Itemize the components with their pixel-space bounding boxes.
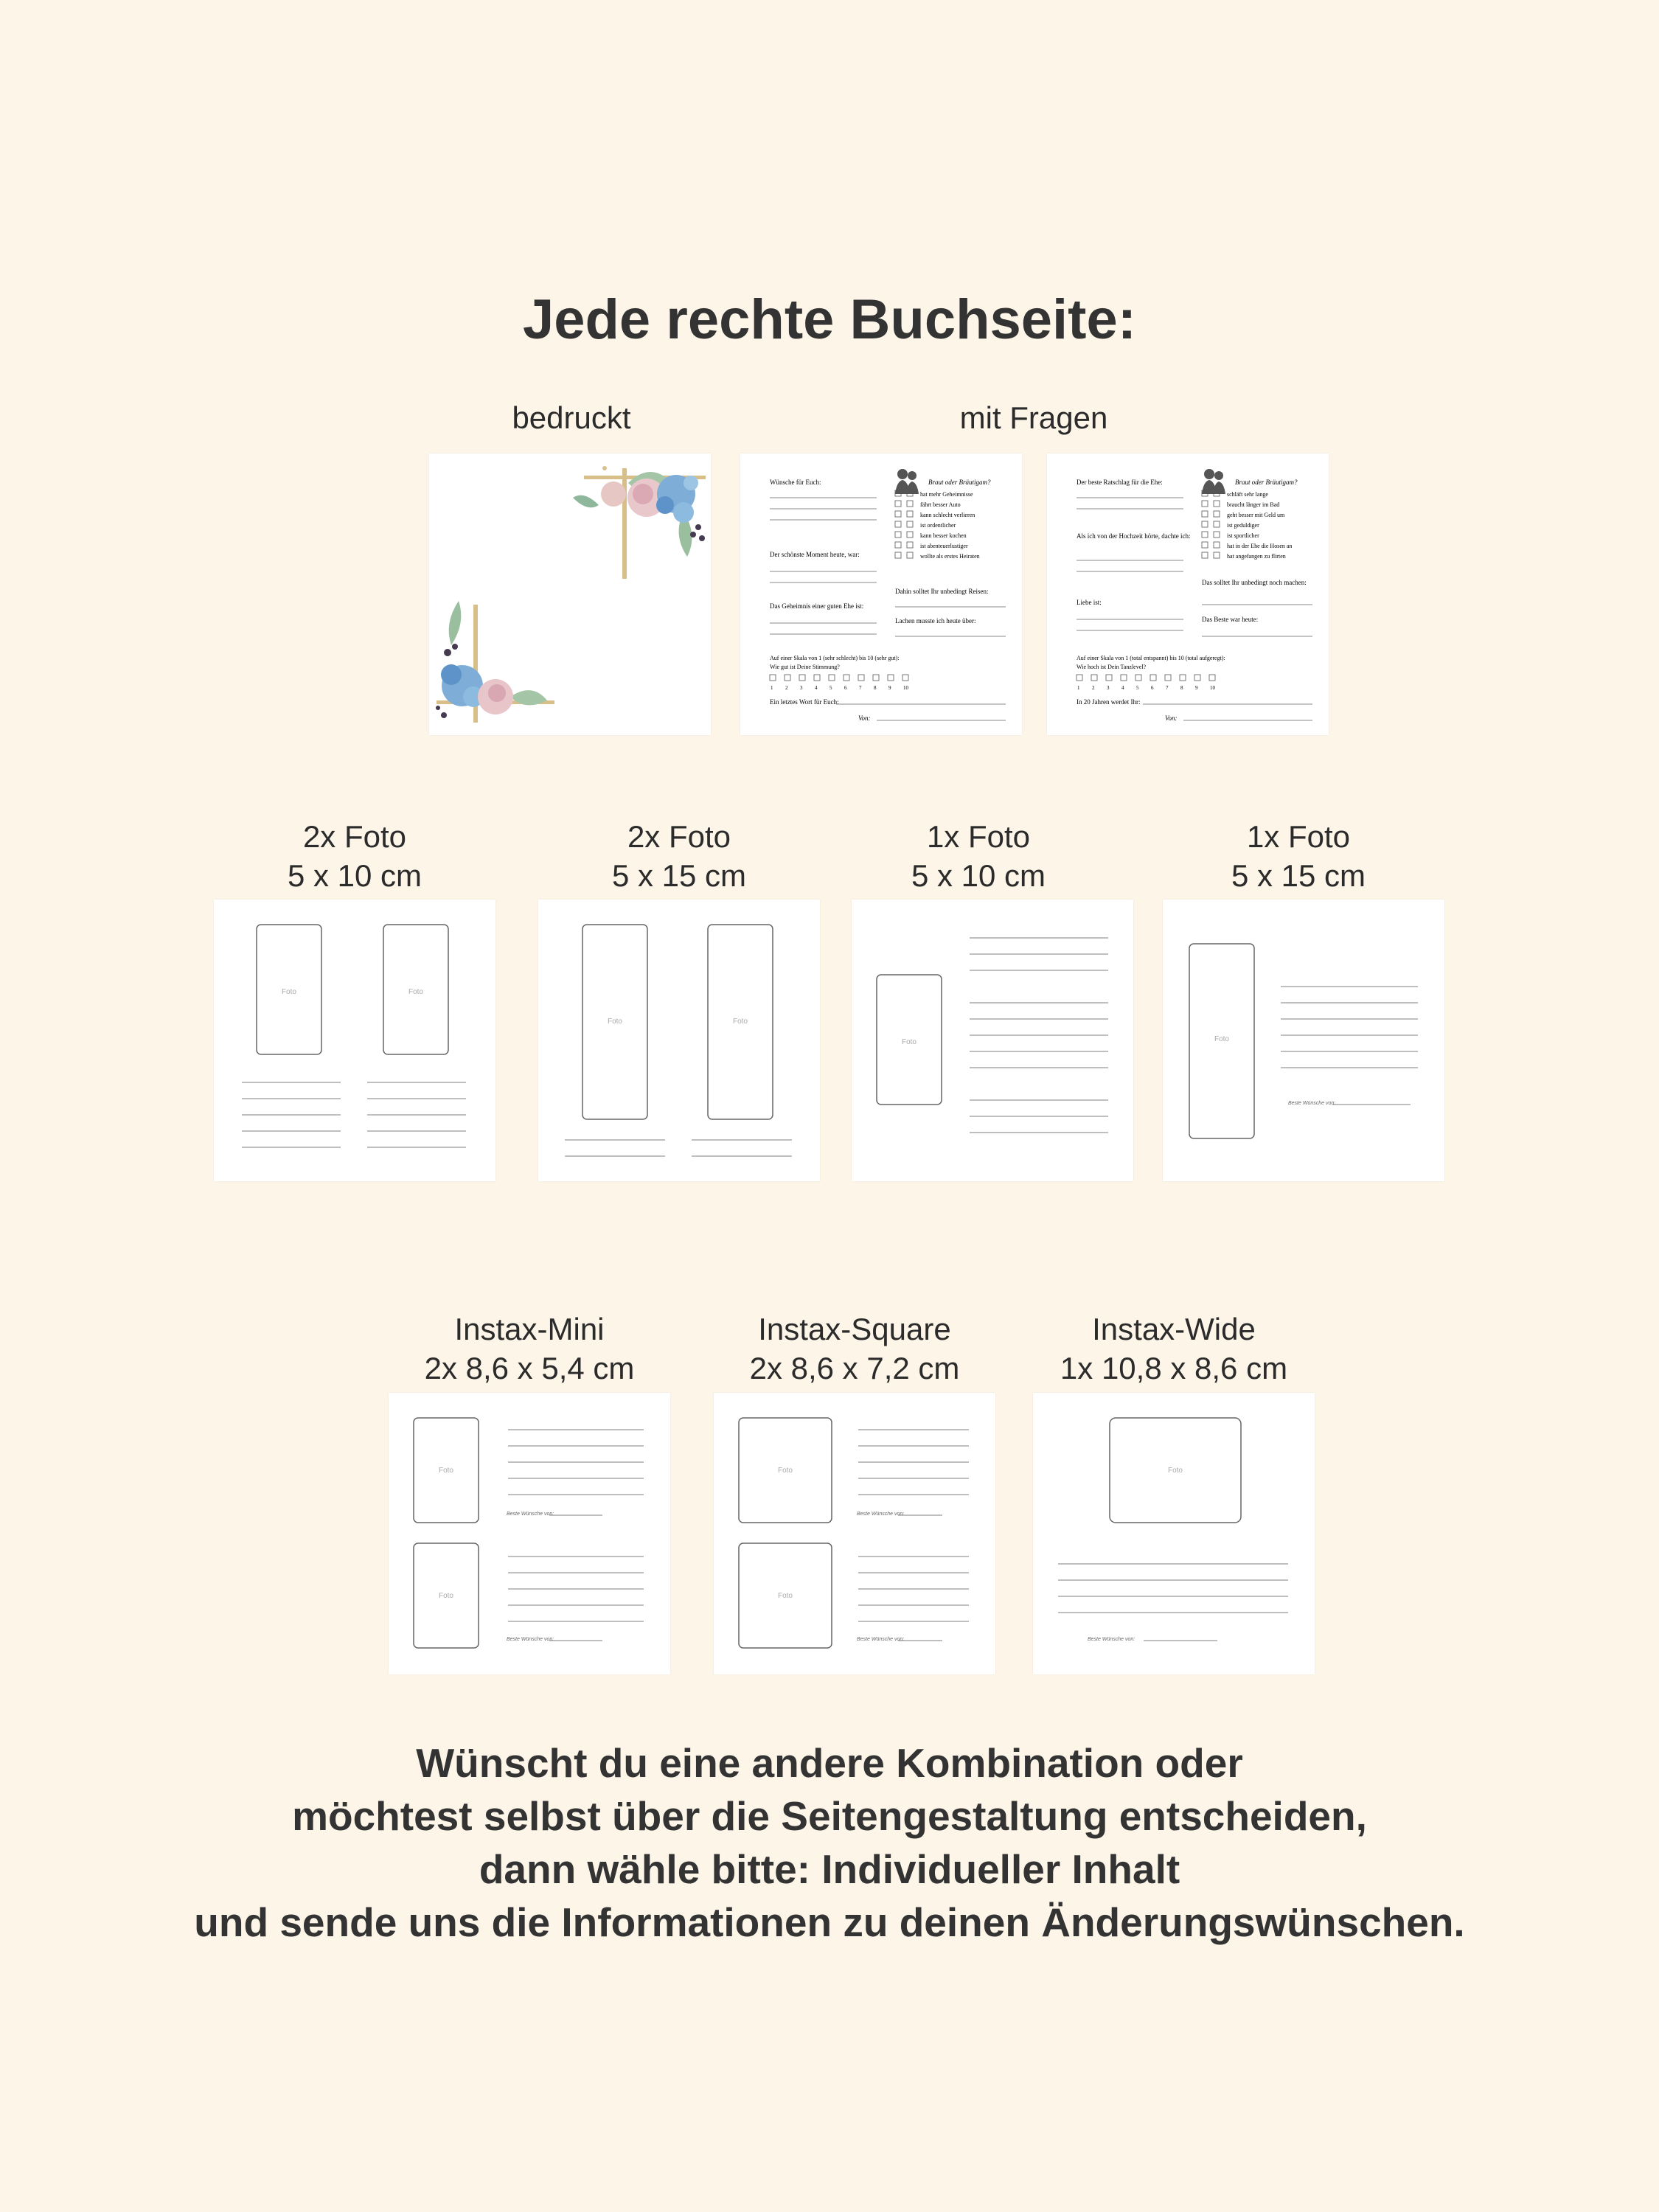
qp2-todo-label: Das solltet Ihr unbedingt noch machen:	[1202, 579, 1307, 586]
scale-number: 6	[844, 685, 847, 691]
question-page-1-content	[740, 453, 1022, 735]
writing-lines	[242, 1082, 466, 1147]
qp2-scale-question: Wie hoch ist Dein Tanzlevel?	[1077, 664, 1147, 670]
scale-number: 5	[1136, 685, 1139, 691]
qp1-scale-question: Wie gut ist Deine Stimmung?	[770, 664, 840, 670]
check-item-label: geht besser mit Geld um	[1227, 512, 1285, 518]
scale-number: 4	[815, 685, 818, 691]
scale-number: 1	[1077, 685, 1080, 691]
label-instax-square: Instax-Square 2x 8,6 x 7,2 cm	[749, 1312, 960, 1385]
scale-checkbox	[1121, 675, 1127, 681]
scale-checkbox	[770, 675, 776, 681]
photo-slot-label: Foto	[777, 1467, 793, 1475]
signature-label: Beste Wünsche von:	[507, 1637, 554, 1642]
photo-slot-label: Foto	[732, 1018, 748, 1026]
scale-number: 7	[1166, 685, 1169, 691]
checkbox-bride	[1202, 501, 1208, 507]
signature-label: Beste Wünsche von:	[857, 1512, 905, 1517]
checkbox-bride	[1202, 511, 1208, 517]
layout-2x-foto-5x10[interactable]	[214, 900, 495, 1181]
check-item-label: hat in der Ehe die Hosen an	[1227, 543, 1293, 549]
photo-slot-label: Foto	[438, 1592, 454, 1600]
scale-checkbox	[1194, 675, 1200, 681]
writing-lines	[508, 1430, 644, 1641]
check-item-label: kann besser kochen	[920, 532, 967, 539]
question-page-2-thumbnail[interactable]	[1047, 453, 1329, 735]
layout-instax-square[interactable]	[714, 1393, 995, 1674]
scale-checkbox	[1135, 675, 1141, 681]
layout-2x-foto-5x15[interactable]	[538, 900, 820, 1181]
writing-lines	[970, 938, 1108, 1133]
scale-number: 1	[771, 685, 773, 691]
check-item-label: hat mehr Geheimnisse	[920, 491, 973, 498]
scale-checkbox	[1180, 675, 1186, 681]
check-item-label: kann schlecht verlieren	[920, 512, 975, 518]
scale-checkbox	[1077, 675, 1082, 681]
qp1-secret-label: Das Geheimnis einer guten Ehe ist:	[770, 602, 864, 610]
checkbox-bride	[895, 552, 901, 558]
checkbox-groom	[907, 532, 913, 538]
floral-corner-top-right	[573, 466, 706, 579]
footer-line: Wünscht du eine andere Kombination oder	[416, 1740, 1243, 1786]
qp1-laugh-label: Lachen musste ich heute über:	[895, 617, 976, 625]
scale-checkbox	[873, 675, 879, 681]
scale-number: 2	[1092, 685, 1095, 691]
checkbox-bride	[895, 501, 901, 507]
checkbox-bride	[895, 532, 901, 538]
scale-checkbox	[858, 675, 864, 681]
photo-slot-label: Foto	[777, 1592, 793, 1600]
qp2-love-label: Liebe ist:	[1077, 599, 1102, 606]
scale-checkbox	[888, 675, 894, 681]
scale-checkbox	[829, 675, 835, 681]
writing-lines	[565, 1140, 792, 1156]
photo-slot-label: Foto	[1167, 1467, 1183, 1475]
scale-number: 9	[888, 685, 891, 691]
scale-number: 4	[1121, 685, 1124, 691]
qp1-bride-groom-heading: Braut oder Bräutigam?	[928, 479, 991, 486]
checkbox-groom	[1214, 542, 1220, 548]
scale-checkbox	[1091, 675, 1097, 681]
floral-decoration	[429, 453, 711, 735]
floral-corner-bottom-left	[436, 601, 554, 723]
scale-number: 8	[1180, 685, 1183, 691]
question-page-2-content	[1047, 453, 1329, 735]
checkbox-bride	[1202, 521, 1208, 527]
layout-1x-foto-5x15[interactable]	[1163, 900, 1444, 1181]
signature-label: Beste Wünsche von:	[507, 1512, 554, 1517]
label-2x-foto-5x15: 2x Foto 5 x 15 cm	[611, 819, 747, 893]
checkbox-groom	[907, 511, 913, 517]
writing-lines	[858, 1430, 969, 1641]
scale-number: 3	[1107, 685, 1110, 691]
label-1x-foto-5x10: 1x Foto 5 x 10 cm	[911, 819, 1046, 893]
checkbox-groom	[907, 521, 913, 527]
photo-slot-label: Foto	[408, 988, 424, 996]
footer-line: und sende uns die Informationen zu deinen Änderungswünschen.	[194, 1899, 1465, 1945]
qp2-heard-label: Als ich von der Hochzeit hörte, dachte ich:	[1077, 532, 1191, 540]
checkbox-bride	[1202, 542, 1208, 548]
signature-label: Beste Wünsche von:	[1088, 1637, 1135, 1642]
check-item-label: schläft sehr lange	[1227, 491, 1268, 498]
layout-instax-mini[interactable]	[389, 1393, 670, 1674]
photo-slot-label: Foto	[901, 1038, 917, 1046]
checkbox-groom	[907, 552, 913, 558]
checkbox-groom	[1214, 501, 1220, 507]
scale-checkbox	[844, 675, 849, 681]
label-instax-wide: Instax-Wide 1x 10,8 x 8,6 cm	[1060, 1312, 1288, 1385]
footer-note	[0, 1736, 1659, 1949]
checkbox-groom	[907, 542, 913, 548]
qp1-moment-label: Der schönste Moment heute, war:	[770, 551, 860, 558]
page-title: Jede rechte Buchseite:	[522, 288, 1137, 351]
layout-1x-foto-5x10[interactable]	[852, 900, 1133, 1181]
checkbox-groom	[1214, 511, 1220, 517]
scale-checkbox	[1106, 675, 1112, 681]
footer-line: dann wähle bitte: Individueller Inhalt	[479, 1846, 1180, 1892]
layout-instax-wide[interactable]	[1033, 1393, 1315, 1674]
scale-checkbox	[1150, 675, 1156, 681]
checkbox-bride	[1202, 552, 1208, 558]
photo-slot-label: Foto	[607, 1018, 623, 1026]
label-questions: mit Fragen	[959, 400, 1108, 435]
footer-line: möchtest selbst über die Seitengestaltung entscheiden,	[292, 1793, 1367, 1839]
label-instax-mini: Instax-Mini 2x 8,6 x 5,4 cm	[424, 1312, 635, 1385]
printed-page-thumbnail[interactable]	[429, 453, 711, 735]
check-item-label: braucht länger im Bad	[1227, 501, 1280, 508]
scale-checkbox	[814, 675, 820, 681]
checkbox-groom	[907, 501, 913, 507]
scale-checkbox	[785, 675, 790, 681]
check-item-label: fährt besser Auto	[920, 501, 961, 508]
check-item-label: ist sportlicher	[1227, 532, 1259, 539]
scale-number: 2	[785, 685, 788, 691]
writing-lines	[1058, 1564, 1288, 1641]
qp2-20-years-label: In 20 Jahren werdet Ihr:	[1077, 698, 1141, 706]
scale-checkbox	[799, 675, 805, 681]
checkbox-groom	[1214, 521, 1220, 527]
scale-checkbox	[1209, 675, 1215, 681]
qp1-from-label: Von:	[858, 714, 871, 722]
check-item-label: ist geduldiger	[1227, 522, 1259, 529]
signature-label: Beste Wünsche von:	[1288, 1101, 1336, 1106]
scale-number: 5	[830, 685, 832, 691]
checkbox-bride	[895, 542, 901, 548]
scale-number: 7	[859, 685, 862, 691]
qp1-travel-label: Dahin solltet Ihr unbedingt Reisen:	[895, 588, 989, 595]
qp1-wishes-label: Wünsche für Euch:	[770, 479, 821, 486]
qp2-from-label: Von:	[1165, 714, 1178, 722]
signature-label: Beste Wünsche von:	[857, 1637, 905, 1642]
qp2-scale-label: Auf einer Skala von 1 (total entspannt) bis 10 (total aufgeregt):	[1077, 655, 1225, 661]
check-item-label: ist abenteuerlustiger	[920, 543, 968, 549]
check-item-label: ist ordentlicher	[920, 522, 956, 529]
photo-slot-label: Foto	[438, 1467, 454, 1475]
qp2-advice-label: Der beste Ratschlag für die Ehe:	[1077, 479, 1163, 486]
label-printed: bedruckt	[512, 400, 631, 435]
scale-number: 10	[1210, 685, 1215, 691]
checkbox-groom	[1214, 552, 1220, 558]
checkbox-bride	[895, 521, 901, 527]
check-item-label: wollte als erstes Heiraten	[920, 553, 980, 560]
checkbox-bride	[1202, 532, 1208, 538]
qp2-best-label: Das Beste war heute:	[1202, 616, 1259, 623]
scale-number: 10	[903, 685, 908, 691]
writing-lines	[1281, 987, 1418, 1105]
label-2x-foto-5x10: 2x Foto 5 x 10 cm	[287, 819, 422, 893]
scale-number: 3	[800, 685, 803, 691]
photo-slot-label: Foto	[1214, 1035, 1230, 1043]
scale-number: 8	[874, 685, 877, 691]
photo-slot-label: Foto	[281, 988, 297, 996]
qp2-bride-groom-heading: Braut oder Bräutigam?	[1235, 479, 1298, 486]
scale-checkbox	[1165, 675, 1171, 681]
scale-checkbox	[902, 675, 908, 681]
checkbox-bride	[895, 511, 901, 517]
label-1x-foto-5x15: 1x Foto 5 x 15 cm	[1231, 819, 1366, 893]
qp1-scale-label: Auf einer Skala von 1 (sehr schlecht) bis 10 (sehr gut):	[770, 655, 900, 661]
scale-number: 9	[1195, 685, 1198, 691]
qp1-last-word-label: Ein letztes Wort für Euch:	[770, 698, 839, 706]
scale-number: 6	[1151, 685, 1154, 691]
question-page-1-thumbnail[interactable]	[740, 453, 1022, 735]
checkbox-groom	[1214, 532, 1220, 538]
check-item-label: hat angefangen zu flirten	[1227, 553, 1286, 560]
